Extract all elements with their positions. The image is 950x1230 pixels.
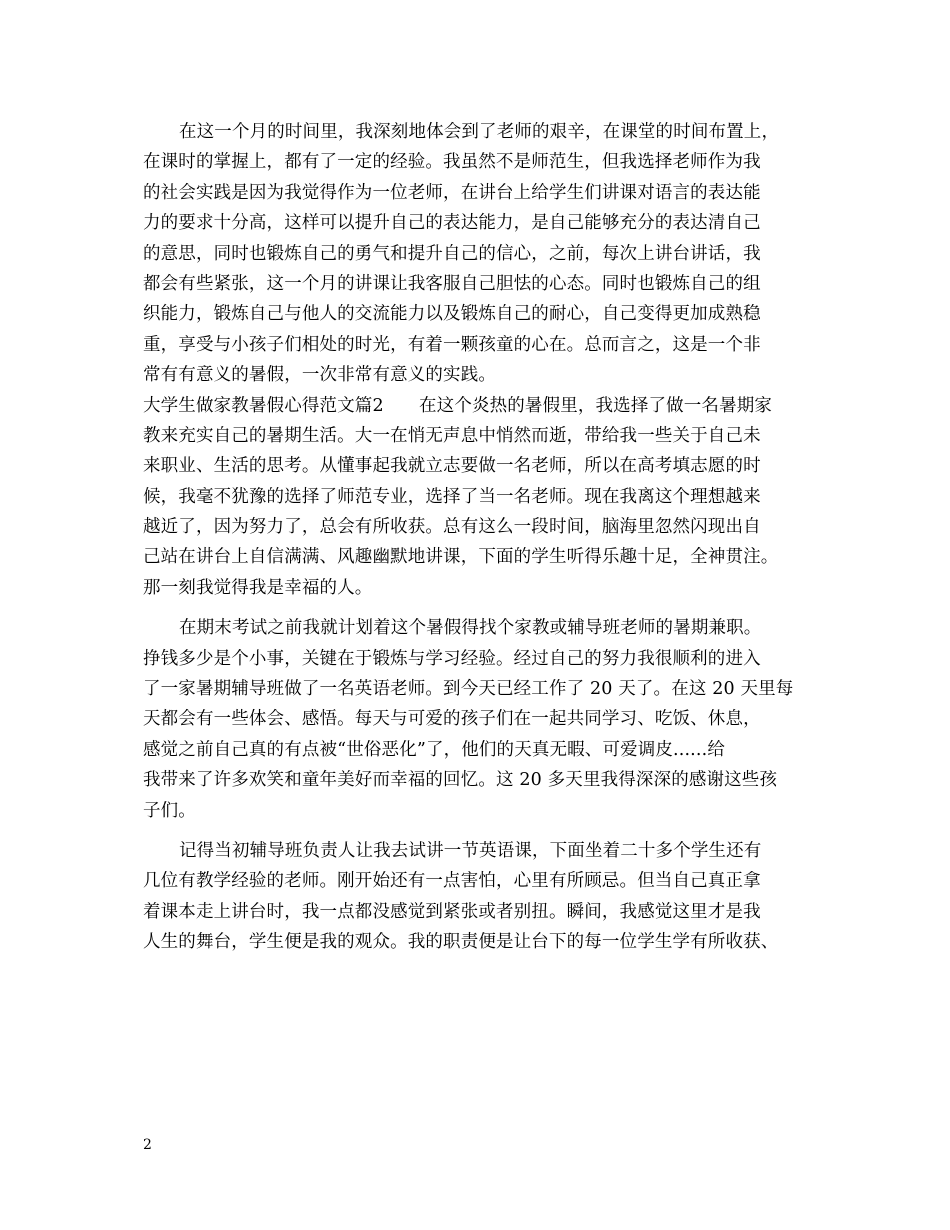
text-line: 记得当初辅导班负责人让我去试讲一节英语课，下面坐着二十多个学生还有 xyxy=(179,840,762,861)
text-line: 感觉之前自己真的有点被“世俗恶化”了，他们的天真无暇、可爱调皮......给 xyxy=(143,739,725,760)
text-line: 在这一个月的时间里，我深刻地体会到了老师的艰辛，在课堂的时间布置上， xyxy=(179,122,780,142)
page-number: 2 xyxy=(143,1137,152,1153)
text-line: 常有有意义的暑假，一次非常有意义的实践。 xyxy=(143,365,496,386)
text-line: 力的要求十分高，这样可以提升自己的表达能力，是自己能够充分的表达清自己 xyxy=(143,213,761,234)
text-line: 子们。 xyxy=(143,800,196,821)
text-line: 都会有些紧张，这一个月的讲课让我客服自己胆怯的心态。同时也锻炼自己的组 xyxy=(143,273,761,294)
text-line: 的社会实践是因为我觉得作为一位老师，在讲台上给学生们讲课对语言的表达能 xyxy=(143,182,761,203)
text-line: 了一家暑期辅导班做了一名英语老师。到今天已经工作了 20 天了。在这 20 天里每 xyxy=(143,679,794,700)
text-line: 越近了，因为努力了，总会有所收获。总有这么一段时间，脑海里忽然闪现出自 xyxy=(143,517,761,538)
text-line: 几位有教学经验的老师。刚开始还有一点害怕，心里有所顾忌。但当自己真正拿 xyxy=(143,871,761,892)
text-line: 来职业、生活的思考。从懂事起我就立志要做一名老师，所以在高考填志愿的时 xyxy=(143,456,761,477)
text-line: 在期末考试之前我就计划着这个暑假得找个家教或辅导班老师的暑期兼职。 xyxy=(179,618,762,639)
text-line: 着课本走上讲台时，我一点都没感觉到紧张或者别扭。瞬间，我感觉这里才是我 xyxy=(143,901,761,922)
text-line: 重，享受与小孩子们相处的时光，有着一颗孩童的心在。总而言之，这是一个非 xyxy=(143,334,761,355)
text-line: 挣钱多少是个小事，关键在于锻炼与学习经验。经过自己的努力我很顺利的进入 xyxy=(143,648,761,669)
text-line: 的意思，同时也锻炼自己的勇气和提升自己的信心，之前，每次上讲台讲话，我 xyxy=(143,243,761,264)
text-line: 在课时的掌握上，都有了一定的经验。我虽然不是师范生，但我选择老师作为我 xyxy=(143,152,761,173)
text-line: 织能力，锻炼自己与他人的交流能力以及锻炼自己的耐心，自己变得更加成熟稳 xyxy=(143,304,761,325)
text-line: 己站在讲台上自信满满、风趣幽默地讲课，下面的学生听得乐趣十足，全神贯注。 xyxy=(143,547,779,568)
text-line: 我带来了许多欢笑和童年美好而幸福的回忆。这 20 多天里我得深深的感谢这些孩 xyxy=(143,770,778,791)
body-text xyxy=(143,117,823,958)
text-line: 天都会有一些体会、感悟。每天与可爱的孩子们在一起共同学习、吃饭、休息， xyxy=(143,709,761,730)
paragraph-gap xyxy=(143,603,823,613)
text-line: 那一刻我觉得我是幸福的人。 xyxy=(143,577,373,598)
text-line: 教来充实自己的暑期生活。大一在悄无声息中悄然而逝，带给我一些关于自己未 xyxy=(143,425,761,446)
text-line: 候，我毫不犹豫的选择了师范专业，选择了当一名老师。现在我离这个理想越来 xyxy=(143,486,761,507)
text-line-heading: 大学生做家教暑假心得范文篇2 在这个炎热的暑假里，我选择了做一名暑期家 xyxy=(143,395,773,416)
paragraph-gap xyxy=(143,826,823,836)
text-line: 人生的舞台，学生便是我的观众。我的职责便是让台下的每一位学生学有所收获、 xyxy=(143,932,779,953)
